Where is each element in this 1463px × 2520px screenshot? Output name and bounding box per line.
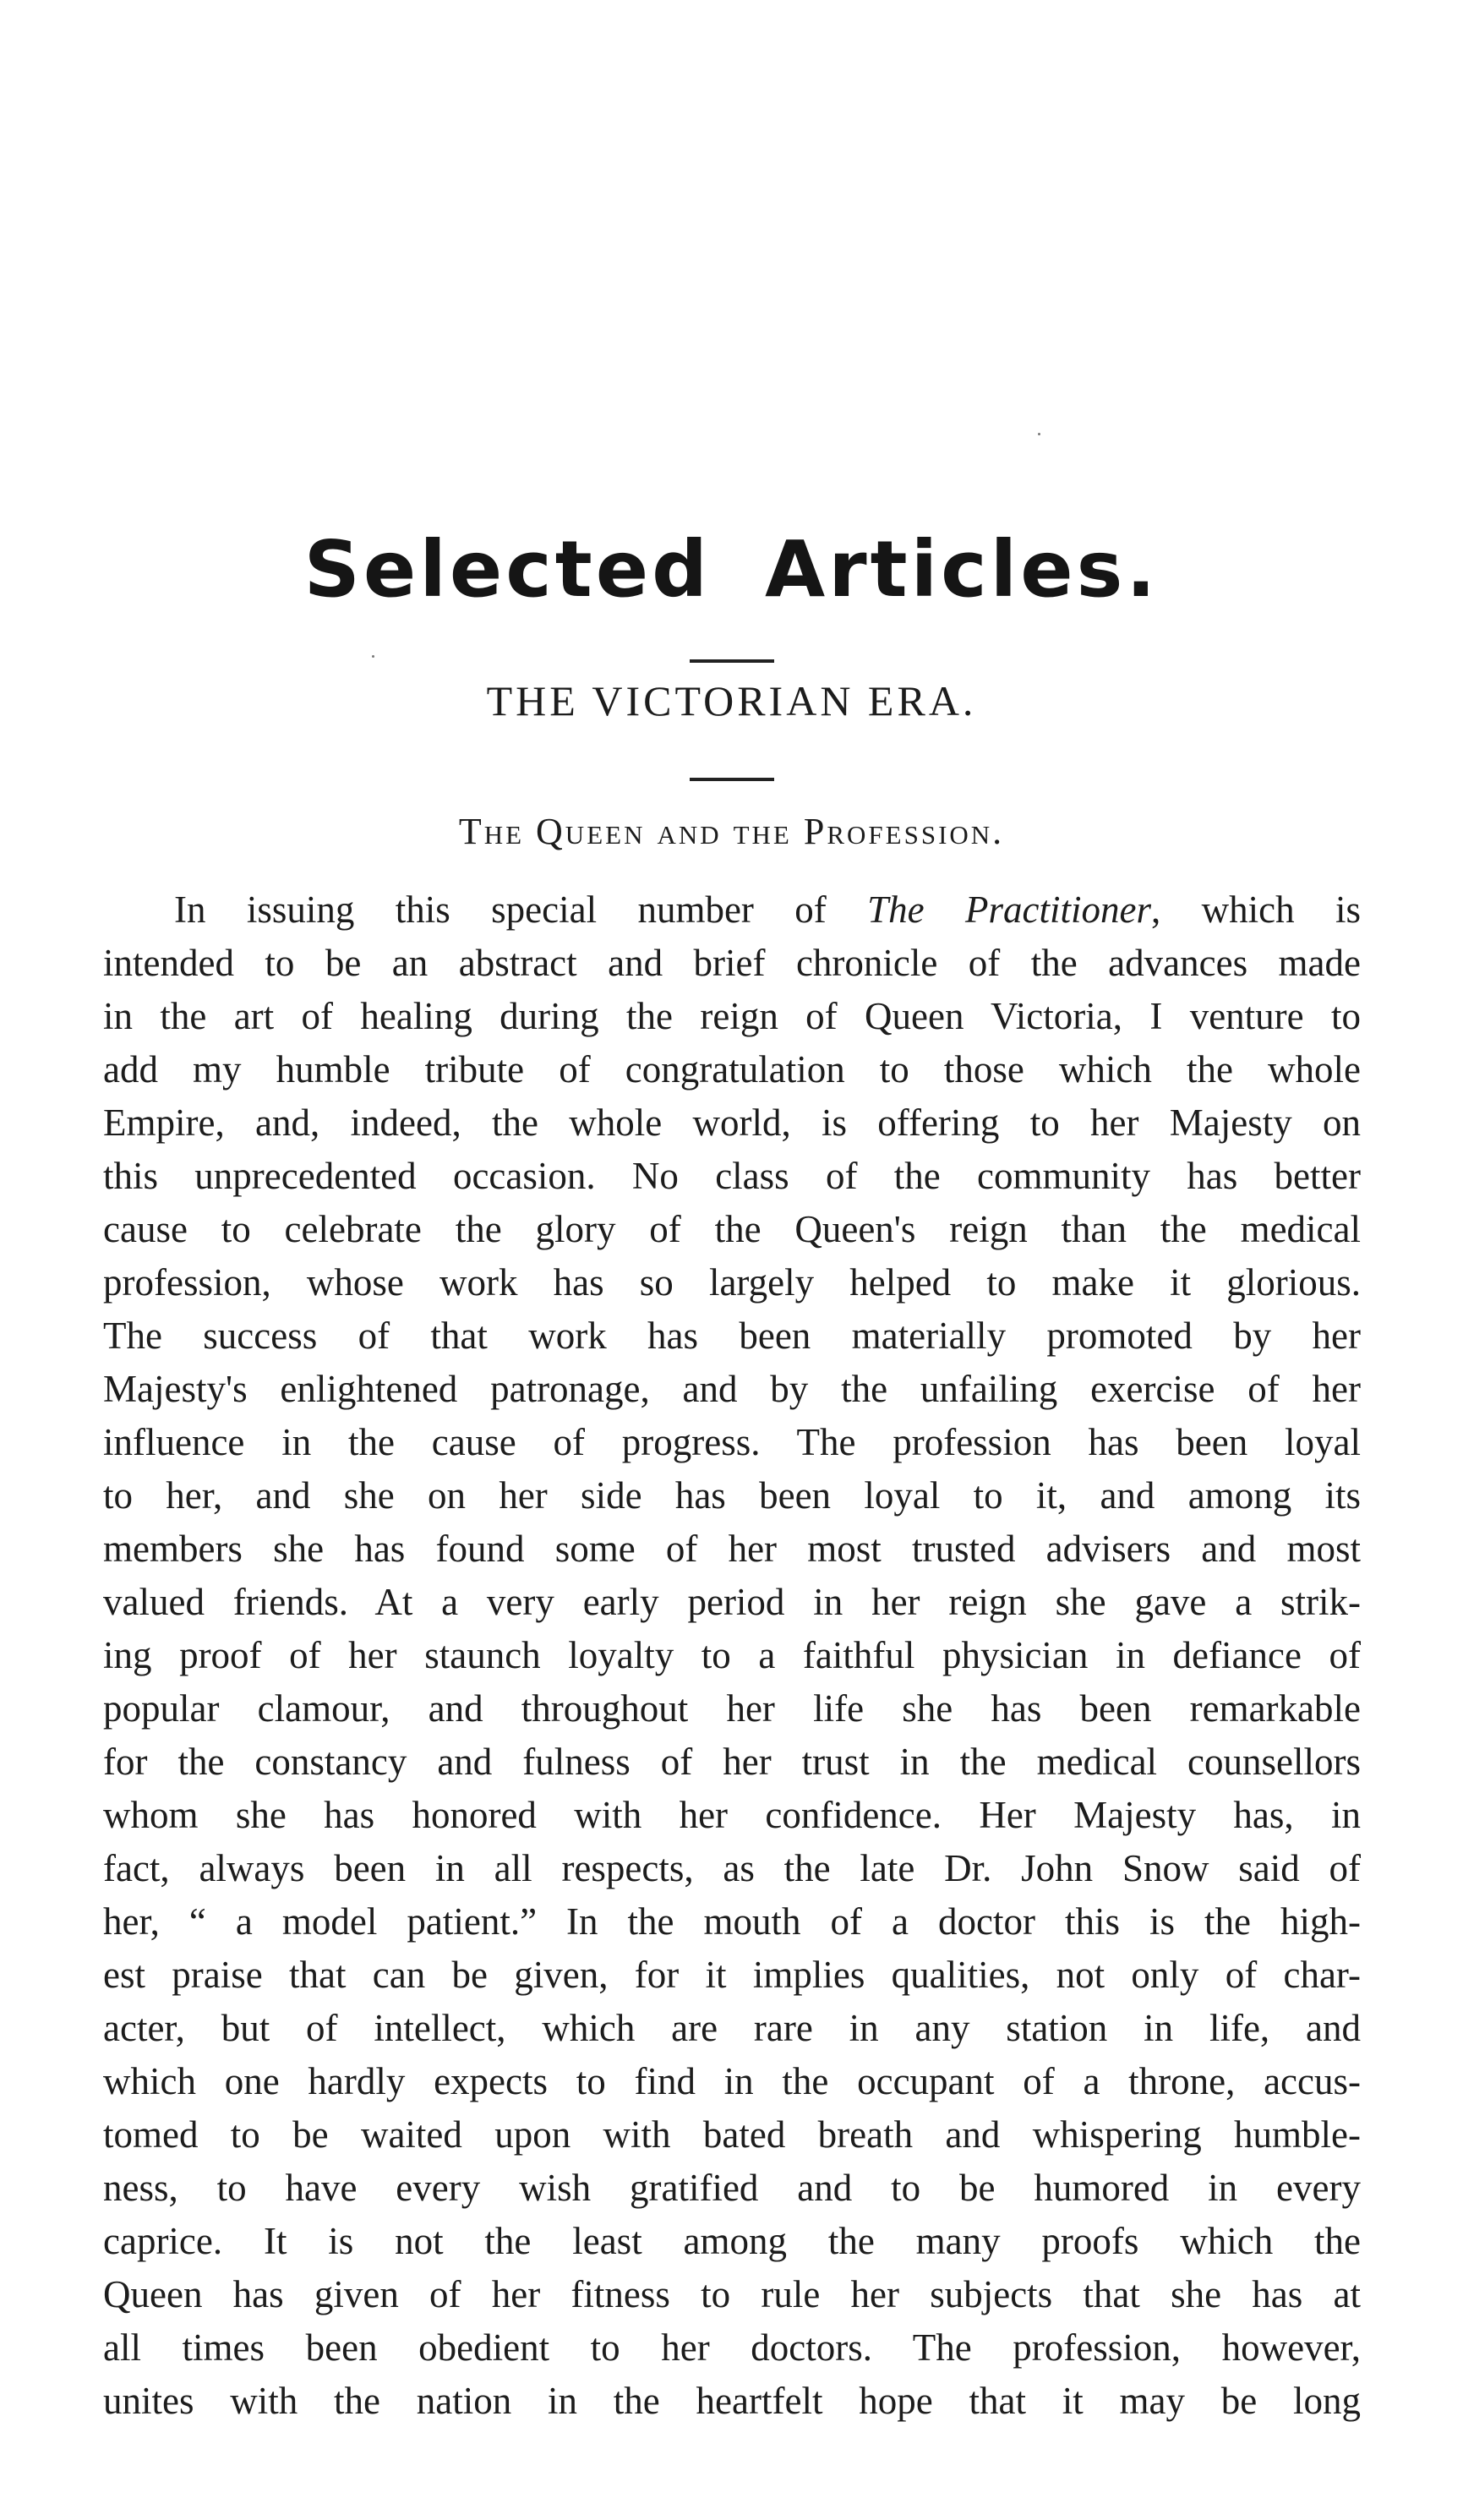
body-line: ing proof of her staunch loyalty to a faithful physician in defiance of (103, 1634, 1361, 1676)
body-line: The success of that work has been materially promoted by her (103, 1315, 1361, 1357)
first-line-start: In issuing this special number of (174, 888, 868, 931)
article-title: THE VICTORIAN ERA. (486, 677, 977, 724)
body-line: in the art of healing during the reign of Queen Victoria, I venture to (103, 995, 1361, 1037)
body-line: unites with the nation in the heartfelt hope that it may be long (103, 2380, 1361, 2422)
body-line: all times been obedient to her doctors. The profession, however, (103, 2326, 1361, 2369)
body-line: ness, to have every wish gratified and to be humored in every (103, 2167, 1361, 2209)
body-line: tomed to be waited upon with bated breath and whispering humble- (103, 2113, 1361, 2156)
body-line: acter, but of intellect, which are rare in any station in life, and (103, 2007, 1361, 2049)
body-line: members she has found some of her most trusted advisers and most (103, 1528, 1361, 1570)
body-line: popular clamour, and throughout her life she has been remarkable (103, 1687, 1361, 1730)
divider-rule (690, 659, 774, 663)
body-line: cause to celebrate the glory of the Queen's reign than the medical (103, 1208, 1361, 1250)
body-line: Empire, and, indeed, the whole world, is offering to her Majesty on (103, 1101, 1361, 1144)
body-line: for the constancy and fulness of her trust in the medical counsellors (103, 1741, 1361, 1783)
body-line: Majesty's enlightened patronage, and by the unfailing exercise of her (103, 1368, 1361, 1410)
body-line: est praise that can be given, for it implies qualities, not only of char- (103, 1954, 1361, 1996)
body-line: caprice. It is not the least among the many proofs which the (103, 2220, 1361, 2262)
body-line: Queen has given of her fitness to rule her subjects that she has at (103, 2273, 1361, 2315)
page-speck (1038, 433, 1040, 435)
body-line: to her, and she on her side has been loyal to it, and among its (103, 1474, 1361, 1517)
body-line: fact, always been in all respects, as the late Dr. John Snow said of (103, 1847, 1361, 1889)
body-line-first (103, 883, 1361, 937)
article-body (103, 883, 1361, 2428)
body-line: add my humble tribute of congratulation to those which the whole (103, 1048, 1361, 1091)
body-line: which one hardly expects to find in the occupant of a throne, accus- (103, 2060, 1361, 2102)
body-line: valued friends. At a very early period in her reign she gave a strik- (103, 1581, 1361, 1623)
body-line: this unprecedented occasion. No class of the community has better (103, 1155, 1361, 1197)
body-line: whom she has honored with her confidence. Her Majesty has, in (103, 1794, 1361, 1836)
journal-title: The Practitioner (867, 888, 1151, 931)
body-line: intended to be an abstract and brief chronicle of the advances made (103, 942, 1361, 984)
body-line: her, “ a model patient.” In the mouth of a doctor this is the high- (103, 1900, 1361, 1943)
page-heading: Selected Articles. (303, 524, 1160, 615)
section-title: The Queen and the Profession. (458, 811, 1005, 852)
body-line: influence in the cause of progress. The profession has been loyal (103, 1421, 1361, 1463)
divider-rule (690, 778, 774, 781)
page-speck (372, 655, 374, 658)
body-line: profession, whose work has so largely helped to make it glorious. (103, 1261, 1361, 1304)
first-line-end: , which is (1151, 888, 1361, 931)
